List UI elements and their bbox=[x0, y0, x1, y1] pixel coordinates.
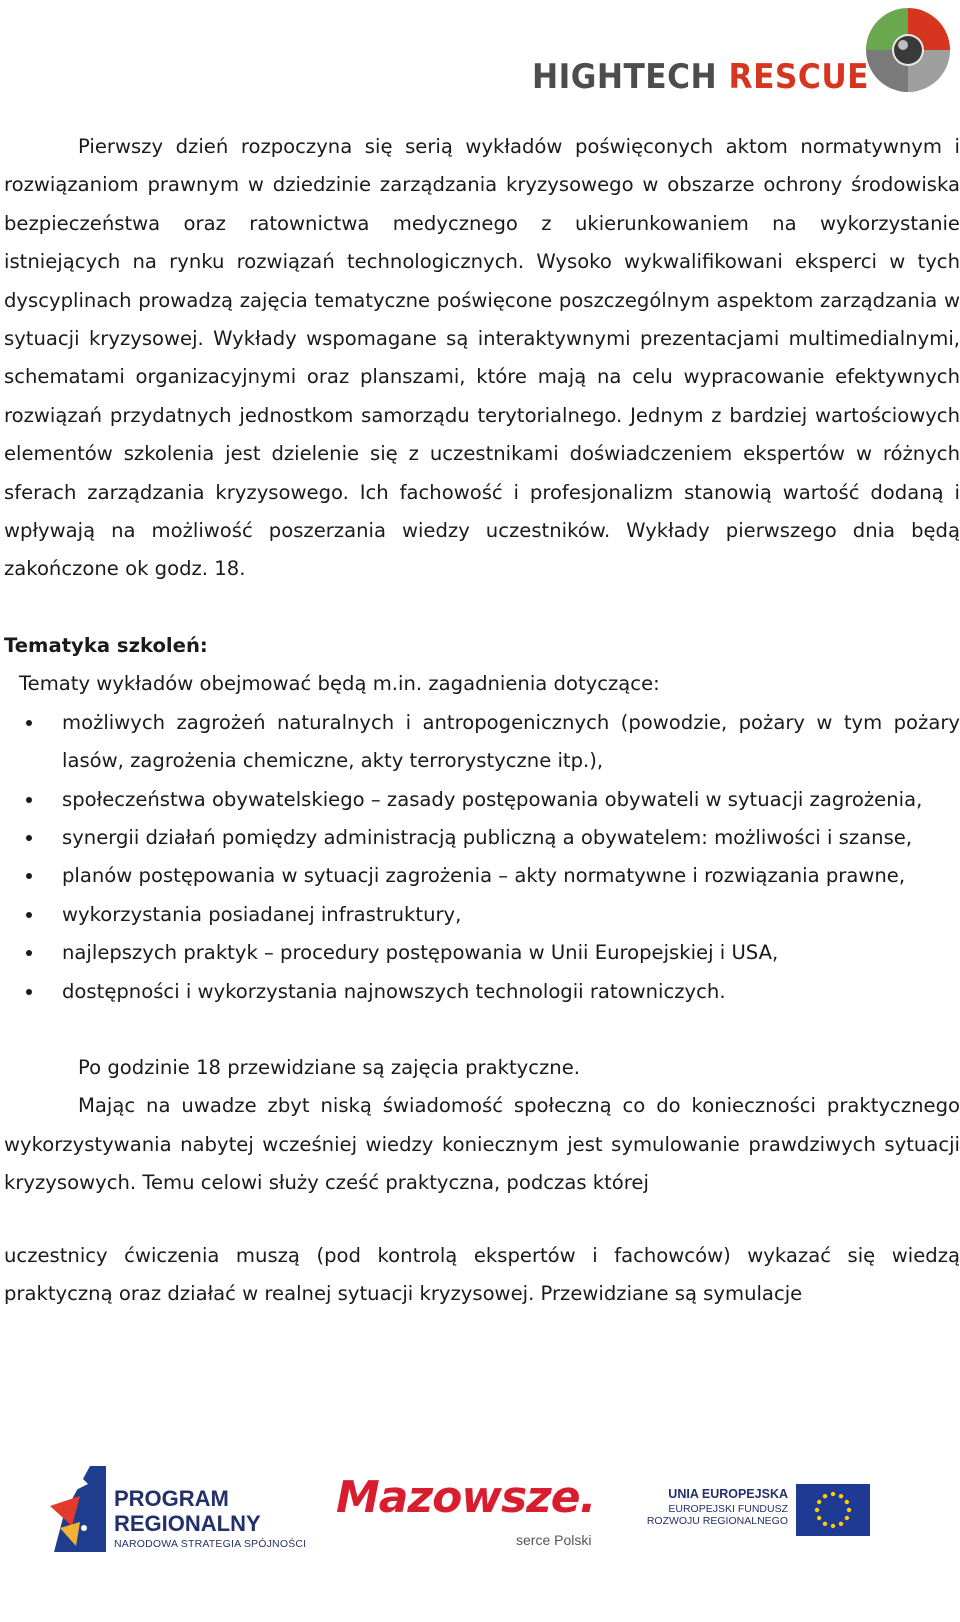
logo-wordmark bbox=[532, 57, 870, 97]
list-item bbox=[4, 819, 960, 857]
bullet-icon bbox=[26, 873, 32, 879]
list-item-text: planów postępowania w sytuacji zagrożenia – akty normatywne i rozwiązania prawne, bbox=[62, 864, 906, 888]
eu-line-3: ROZWOJU REGIONALNEGO bbox=[646, 1515, 788, 1527]
list-item bbox=[4, 973, 960, 1011]
section-title: Tematyka szkoleń: bbox=[4, 633, 208, 657]
eu-flag-icon bbox=[796, 1484, 870, 1536]
footer-logos bbox=[0, 1458, 960, 1558]
list-item-text: najlepszych praktyk – procedury postępowania w Unii Europejskiej i USA, bbox=[62, 941, 779, 965]
bullet-icon bbox=[26, 989, 32, 995]
list-item-text: dostępności i wykorzystania najnowszych technologii ratowniczych. bbox=[62, 979, 726, 1003]
mazowsze-tagline: serce Polski bbox=[516, 1532, 592, 1548]
eu-star-icon bbox=[847, 1508, 851, 1512]
document-body bbox=[4, 128, 960, 1313]
eu-star-icon bbox=[831, 1492, 835, 1496]
bullet-icon bbox=[26, 797, 32, 803]
eu-star-icon bbox=[845, 1500, 849, 1504]
list-item bbox=[4, 857, 960, 895]
list-item bbox=[4, 781, 960, 819]
logo-word-hightech: HIGHTECH bbox=[532, 57, 718, 97]
bullet-icon bbox=[26, 950, 32, 956]
eu-star-icon bbox=[823, 1522, 827, 1526]
intro-paragraph bbox=[4, 128, 960, 589]
paragraph-2-text: Po godzinie 18 przewidziane są zajęcia praktyczne. bbox=[78, 1055, 580, 1079]
program-regionalny-logo bbox=[50, 1466, 310, 1556]
bullet-icon bbox=[26, 835, 32, 841]
program-line-1: PROGRAM bbox=[114, 1486, 229, 1511]
spacer bbox=[4, 589, 960, 627]
eu-logo bbox=[640, 1484, 880, 1544]
eu-star-icon bbox=[839, 1494, 843, 1498]
globe-emblem-icon bbox=[862, 4, 954, 96]
list-item-text: synergii działań pomiędzy administracją publiczną a obywatelem: możliwości i szanse, bbox=[62, 825, 913, 849]
bullet-icon bbox=[26, 912, 32, 918]
paragraph-4-text: uczestnicy ćwiczenia muszą (pod kontrolą ekspertów i fachowców) wykazać się wiedzą praktyczną oraz działać w realnej sytuacji kryzysowej. Przewidziane są symulacje bbox=[4, 1243, 960, 1305]
eu-star-icon bbox=[831, 1524, 835, 1528]
mazowsze-logo bbox=[336, 1472, 616, 1558]
program-line-2: REGIONALNY bbox=[114, 1511, 261, 1536]
spacer bbox=[4, 1203, 960, 1237]
participants-paragraph bbox=[4, 1237, 960, 1314]
paragraph-1-text: Pierwszy dzień rozpoczyna się serią wykładów poświęconych aktom normatywnym i rozwiązaniom prawnym w dziedzinie zarządzania kryzysowego w obszarze ochrony środowiska bezpieczeństwa oraz ratownictwa medycznego z ukierunkowaniem na wykorzystanie istniejących na rynku rozwiązań technologicznych. Wysoko wykwalifikowani eksperci w tych dyscyplinach prowadzą zajęcia tematyczne poświęcone poszczególnym aspektom zarządzania w sytuacji kryzysowej. Wykłady wspomagane są interaktywnymi prezentacjami multimedialnymi, schematami organizacyjnymi oraz planszami, które mają na celu wypracowanie efektywnych rozwiązań przydatnych jednostkom samorządu terytorialnego. Jednym z bardziej wartościowych elementów szkolenia jest dzielenie się z uczestnikami doświadczeniem ekspertów w różnych sferach zarządzania kryzysowego. Ich fachowość i profesjonalizm stanowią wartość dodaną i wpływają na możliwość poszerzania wiedzy uczestników. Wykłady pierwszego dnia będą zakończone ok godz. 18. bbox=[4, 135, 960, 581]
list-item-text: społeczeństwa obywatelskiego – zasady postępowania obywateli w sytuacji zagrożenia, bbox=[62, 787, 923, 811]
topics-intro: Tematy wykładów obejmować będą m.in. zagadnienia dotyczące: bbox=[19, 672, 660, 696]
list-item bbox=[4, 896, 960, 934]
eu-line-2: EUROPEJSKI FUNDUSZ bbox=[668, 1503, 788, 1515]
list-item-text: możliwych zagrożeń naturalnych i antropogenicznych (powodzie, pożary w tym pożary lasów, zagrożenia chemiczne, akty terrorystyczne itp.), bbox=[62, 710, 960, 773]
eu-star-icon bbox=[817, 1516, 821, 1520]
hightech-rescue-logo bbox=[532, 4, 952, 100]
list-item-text: wykorzystania posiadanej infrastruktury, bbox=[62, 902, 462, 926]
eu-line-1: UNIA EUROPEJSKA bbox=[668, 1487, 788, 1501]
program-regionalny-emblem-icon bbox=[50, 1466, 106, 1552]
practical-paragraph bbox=[4, 1049, 960, 1087]
eu-star-icon bbox=[817, 1500, 821, 1504]
spacer bbox=[4, 1011, 960, 1049]
logo-word-rescue: RESCUE bbox=[728, 57, 870, 97]
paragraph-3-text: Mając na uwadze zbyt niską świadomość społeczną co do konieczności praktycznego wykorzystywania nabytej wcześniej wiedzy koniecznym jest symulowanie prawdziwych sytuacji kryzysowych. Temu celowi służy cześć praktyczna, podczas której bbox=[4, 1094, 960, 1195]
eu-star-icon bbox=[815, 1508, 819, 1512]
eu-star-icon bbox=[823, 1494, 827, 1498]
list-item bbox=[4, 704, 960, 781]
program-line-3: NARODOWA STRATEGIA SPÓJNOŚCI bbox=[114, 1538, 307, 1550]
eu-star-icon bbox=[839, 1522, 843, 1526]
topics-list bbox=[4, 704, 960, 1011]
bullet-icon bbox=[26, 720, 32, 726]
eu-star-icon bbox=[845, 1516, 849, 1520]
list-item bbox=[4, 934, 960, 972]
mazowsze-wordmark: Mazowsze. bbox=[336, 1472, 596, 1523]
awareness-paragraph bbox=[4, 1087, 960, 1202]
